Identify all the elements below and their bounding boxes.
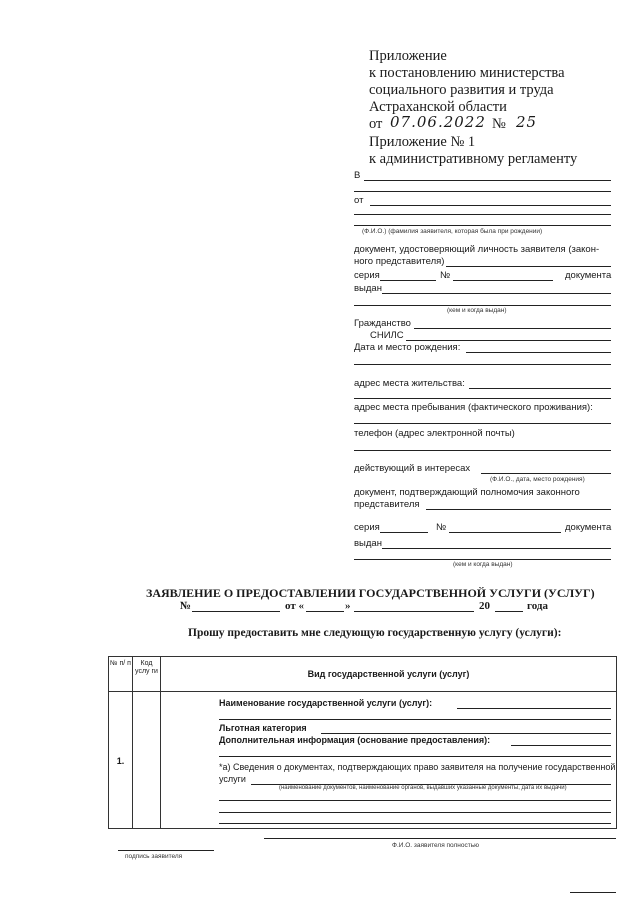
regulation-line: к административному регламенту: [369, 151, 578, 167]
documents-caption: (наименование документов, наименование органов, выдавших указанные документы, дата их выдачи): [279, 785, 567, 791]
col-code-header: Код услу ги: [133, 657, 161, 692]
issued-field-2[interactable]: [354, 305, 611, 306]
series-label: серия: [354, 270, 380, 281]
issued-field-4[interactable]: [354, 559, 611, 560]
service-name-field[interactable]: [457, 708, 611, 709]
phone-label: телефон (адрес электронной почты): [354, 428, 515, 439]
birth-field-2[interactable]: [354, 364, 611, 365]
issued-caption-2: (кем и когда выдан): [453, 561, 513, 568]
acting-field[interactable]: [481, 473, 611, 474]
rep-doc-label: документ, подтверждающий полномочия законного: [354, 487, 580, 498]
doc-number-field[interactable]: [453, 280, 553, 281]
benefit-label: Льготная категория: [219, 723, 307, 733]
id-doc-label: документ, удостоверяющий личность заявителя (закон-: [354, 244, 600, 255]
citizenship-label: Гражданство: [354, 318, 411, 329]
col-service-header: Вид государственной услуги (услуг): [161, 657, 617, 692]
id-doc-field[interactable]: [446, 266, 611, 267]
service-name-label: Наименование государственной услуги (услуг):: [219, 698, 433, 708]
appendix-title: Приложение: [369, 48, 447, 64]
statement-month-field[interactable]: [354, 611, 474, 612]
documents-field-2[interactable]: [219, 800, 611, 801]
appendix-number: Приложение № 1: [369, 134, 476, 150]
series-field[interactable]: [380, 280, 436, 281]
row-service-cell: [161, 692, 617, 829]
residence-field-2[interactable]: [354, 398, 611, 399]
from-field-3[interactable]: [354, 225, 611, 226]
doc-number-label: №: [440, 270, 451, 281]
corner-mark: [570, 892, 616, 893]
additional-info-field-2[interactable]: [219, 756, 611, 757]
document-label-2: документа: [565, 522, 612, 533]
birth-label: Дата и место рождения:: [354, 342, 461, 353]
statement-day-field[interactable]: [306, 611, 344, 612]
services-table: [108, 656, 617, 829]
statement-year-prefix: 20: [479, 600, 490, 612]
service-name-field-2[interactable]: [219, 719, 611, 720]
series-field-2[interactable]: [380, 532, 428, 533]
handwritten-number: 25: [516, 113, 538, 131]
region-line: Астраханской области: [369, 99, 507, 115]
row-number-cell: 1.: [109, 692, 133, 829]
residence-label: адрес места жительства:: [354, 378, 465, 389]
issued-label: выдан: [354, 283, 382, 294]
issued-label-2: выдан: [354, 538, 382, 549]
from-field[interactable]: [370, 205, 611, 206]
birth-field[interactable]: [466, 352, 611, 353]
request-text: Прошу предоставить мне следующую государственную услугу (услуги):: [188, 627, 562, 639]
documents-field-3[interactable]: [219, 812, 611, 813]
series-label-2: серия: [354, 522, 380, 533]
additional-info-field[interactable]: [511, 745, 611, 746]
doc-number-field-2[interactable]: [449, 532, 561, 533]
statement-number-row: [180, 600, 191, 612]
signature-field[interactable]: [118, 850, 214, 851]
document-label: документа: [565, 270, 612, 281]
to-field[interactable]: [364, 180, 611, 181]
statement-year-field[interactable]: [495, 611, 523, 612]
id-doc-label-2: ного представителя): [354, 256, 445, 267]
col-number-header: № п/ п: [109, 657, 133, 692]
date-prefix: от: [369, 116, 383, 132]
to-label: В: [354, 170, 361, 181]
handwritten-date: 07.06.2022: [390, 113, 486, 131]
signature-caption: подпись заявителя: [125, 853, 183, 860]
documents-label-2: услуги: [219, 774, 246, 784]
statement-year-word: года: [527, 600, 548, 612]
ministry-line: социального развития и труда: [369, 82, 554, 98]
statement-title: ЗАЯВЛЕНИЕ О ПРЕДОСТАВЛЕНИИ ГОСУДАРСТВЕННОЙ УСЛУГИ (УСЛУГ): [146, 586, 595, 600]
issued-caption: (кем и когда выдан): [447, 307, 507, 314]
stay-field[interactable]: [354, 423, 611, 424]
phone-field[interactable]: [354, 450, 611, 451]
rep-doc-field[interactable]: [426, 509, 611, 510]
stay-label: адрес места пребывания (фактического проживания):: [354, 402, 593, 413]
from-field-2[interactable]: [354, 214, 611, 215]
issued-field[interactable]: [382, 293, 611, 294]
statement-number-field[interactable]: [192, 611, 280, 612]
row-code-cell[interactable]: [133, 692, 161, 829]
snils-field[interactable]: [406, 340, 611, 341]
from-label: от: [354, 195, 364, 206]
acting-caption: (Ф.И.О., дата, место рождения): [490, 476, 585, 483]
snils-label: СНИЛС: [370, 330, 404, 341]
benefit-field[interactable]: [321, 733, 611, 734]
citizenship-field[interactable]: [414, 328, 611, 329]
additional-info-label: Дополнительная информация (основание предоставления):: [219, 735, 491, 745]
statement-from: от «: [285, 600, 305, 612]
acting-label: действующий в интересах: [354, 463, 471, 474]
documents-label: *а) Сведения о документах, подтверждающих право заявителя на получение государственной: [219, 762, 616, 772]
statement-quote-close: »: [345, 600, 351, 612]
doc-number-label-2: №: [436, 522, 447, 533]
applicant-fio-field[interactable]: [264, 838, 616, 839]
applicant-fio-caption: Ф.И.О. заявителя полностью: [392, 842, 479, 849]
resolution-line: к постановлению министерства: [369, 65, 565, 81]
issued-field-3[interactable]: [382, 548, 611, 549]
residence-field[interactable]: [469, 388, 611, 389]
rep-doc-label-2: представителя: [354, 499, 420, 510]
statement-number-sign: №: [180, 600, 192, 612]
fio-caption: (Ф.И.О.) (фамилия заявителя, которая была при рождении): [362, 228, 543, 235]
documents-field-4[interactable]: [219, 823, 611, 824]
number-sign: №: [492, 116, 506, 132]
to-field-2[interactable]: [354, 191, 611, 192]
